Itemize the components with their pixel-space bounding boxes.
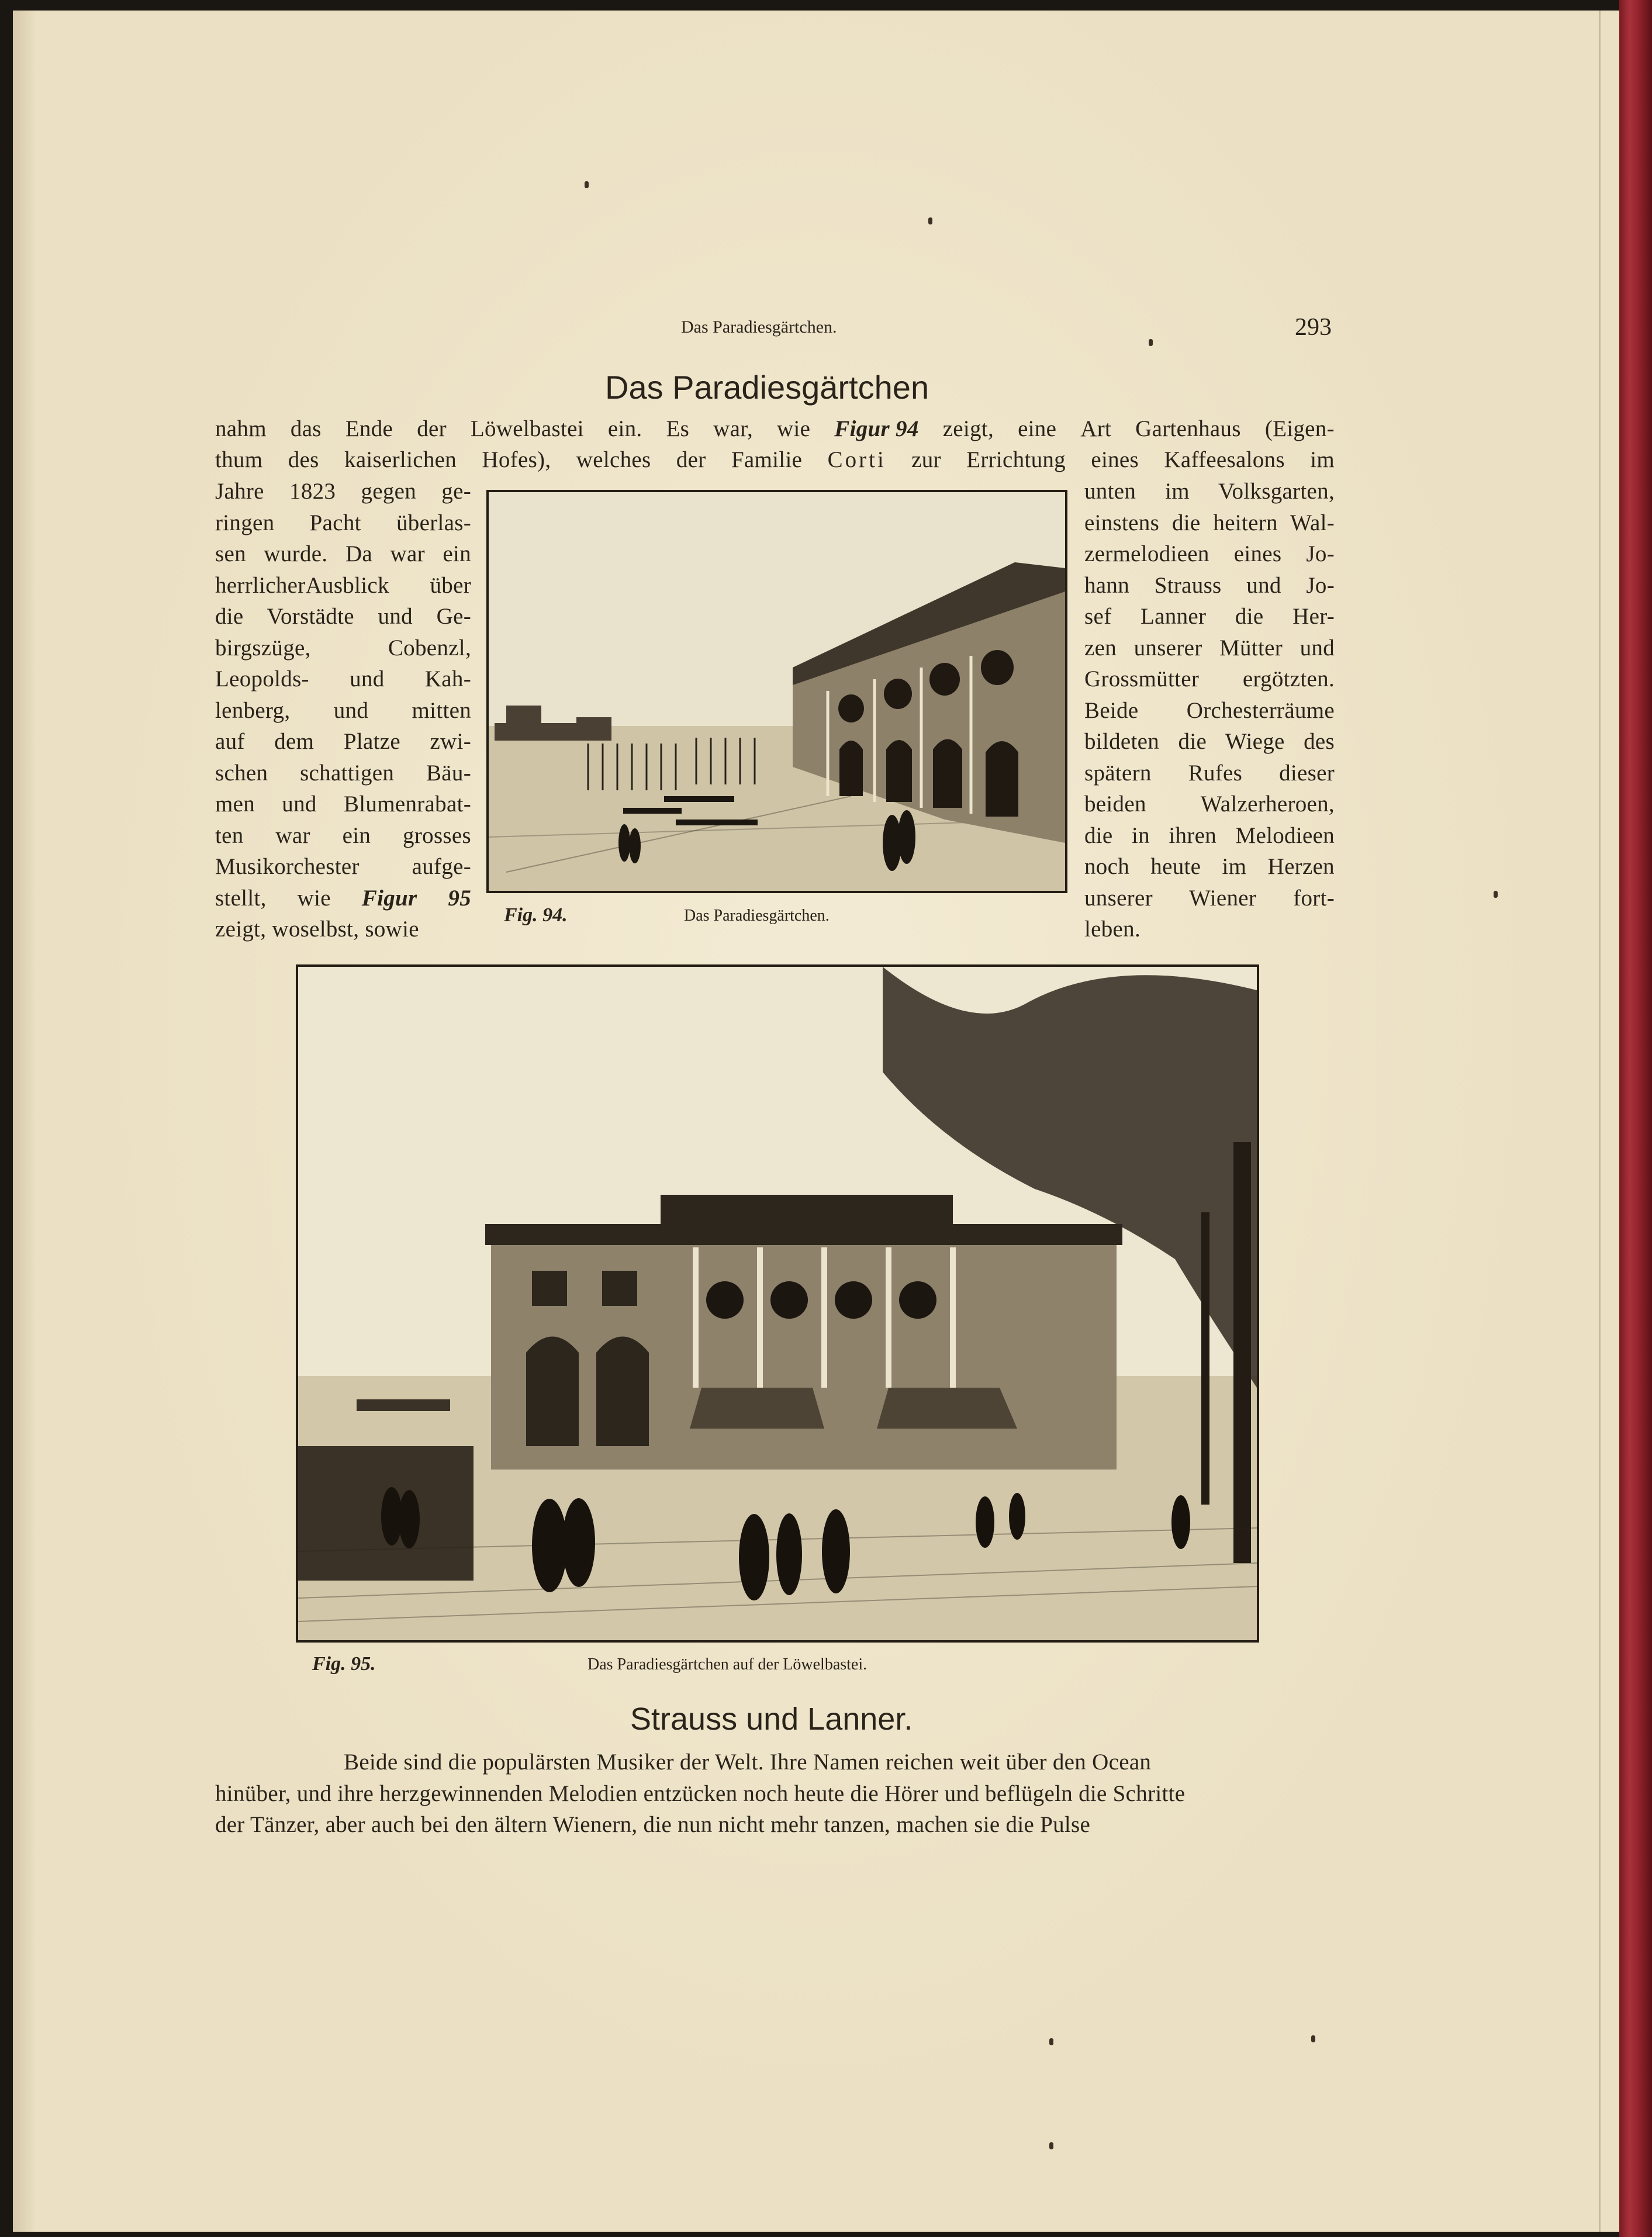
left-column-line: die Vorstädte und Ge- [215, 604, 471, 629]
full-line-1 [215, 416, 1335, 442]
paper-speck [1494, 891, 1498, 898]
figure-94-caption: Das Paradiesgärtchen. [684, 907, 830, 925]
word: Ende [345, 416, 393, 441]
red-book-binding [1619, 0, 1652, 2237]
word: Figur 94 [834, 416, 919, 441]
right-column-line: sef Lanner die Her- [1084, 604, 1335, 629]
right-column-line: die in ihren Melodieen [1084, 822, 1335, 848]
word: Corti [827, 447, 886, 472]
word: Hofes), [482, 447, 551, 472]
word: wie [777, 416, 811, 441]
left-column-line: men und Blumenrabat- [215, 791, 471, 817]
left-column-line: zeigt, woselbst, sowie [215, 917, 419, 942]
word: eine [1018, 416, 1057, 441]
word: thum [215, 447, 263, 472]
word: Gartenhaus [1135, 416, 1241, 441]
right-column-line: spätern Rufes dieser [1084, 760, 1335, 786]
paper-speck [1149, 339, 1153, 346]
word: Errichtung [966, 447, 1066, 472]
figure-95-label: Fig. 95. [312, 1653, 376, 1675]
word: Familie [731, 447, 803, 472]
right-column-line: einstens die heitern Wal- [1084, 510, 1335, 535]
left-column-line: ten war ein grosses [215, 822, 471, 848]
right-column-line: leben. [1084, 917, 1141, 942]
figure-94-engraving [486, 490, 1067, 893]
section-title: Strauss und Lanner. [630, 1702, 913, 1737]
figure-95-illustration [298, 967, 1257, 1640]
left-column-line: auf dem Platze zwi- [215, 729, 471, 754]
body-line-3: der Tänzer, aber auch bei den ältern Wienern, die nun nicht mehr tanzen, machen sie die Pulse [215, 1812, 1091, 1837]
page-number: 293 [1295, 314, 1332, 341]
right-column-line: bildeten die Wiege des [1084, 729, 1335, 754]
word: das [290, 416, 322, 441]
word: welches [576, 447, 651, 472]
left-column-line: Leopolds- und Kah- [215, 666, 471, 692]
left-column-line: birgszüge, Cobenzl, [215, 635, 471, 661]
word: Art [1080, 416, 1112, 441]
figure-94-label: Fig. 94. [504, 904, 568, 926]
word: nahm [215, 416, 267, 441]
right-column-line: zen unserer Mütter und [1084, 635, 1335, 661]
word: (Eigen- [1264, 416, 1335, 441]
left-column-line: schen schattigen Bäu- [215, 760, 471, 786]
right-column-line: Beide Orchesterräume [1084, 697, 1335, 723]
right-column-line: unten im Volksgarten, [1084, 479, 1335, 504]
word: Es [666, 416, 690, 441]
left-column-line: lenberg, und mitten [215, 697, 471, 723]
paper-speck [1049, 2142, 1053, 2149]
word: der [676, 447, 706, 472]
left-column-line: Jahre 1823 gegen ge- [215, 479, 471, 504]
left-column-line: stellt, wie Figur 95 [215, 885, 471, 911]
full-line-2 [215, 447, 1335, 473]
paper-speck [1049, 2038, 1053, 2045]
word: des [288, 447, 319, 472]
word: kaiserlichen [344, 447, 457, 472]
left-column-line: ringen Pacht überlas- [215, 510, 471, 535]
word: der [417, 416, 447, 441]
word: im [1310, 447, 1335, 472]
word: eines [1091, 447, 1139, 472]
right-column-line: zermelodieen eines Jo- [1084, 541, 1335, 566]
word: zur [911, 447, 941, 472]
right-column-line: unserer Wiener fort- [1084, 885, 1335, 911]
body-line-2: hinüber, und ihre herzgewinnenden Melodien entzücken noch heute die Hörer und beflügeln die Schritte [215, 1781, 1186, 1806]
right-column-line: Grossmütter ergötzten. [1084, 666, 1335, 692]
right-column-line: noch heute im Herzen [1084, 854, 1335, 879]
figure-95-caption: Das Paradiesgärtchen auf der Löwelbastei. [587, 1655, 868, 1674]
figure-94-illustration [489, 492, 1065, 891]
figure-95-engraving [296, 964, 1259, 1643]
paper-speck [928, 217, 932, 224]
left-column-line: herrlicherAusblick über [215, 572, 471, 598]
paper-speck [1311, 2035, 1315, 2042]
word: ein. [607, 416, 642, 441]
right-column-line: hann Strauss und Jo- [1084, 572, 1335, 598]
body-line-1: Beide sind die populärsten Musiker der Welt. Ihre Namen reichen weit über den Ocean [344, 1750, 1152, 1775]
left-column-line: sen wurde. Da war ein [215, 541, 471, 566]
right-column-line: beiden Walzerheroen, [1084, 791, 1335, 817]
word: Löwelbastei [470, 416, 584, 441]
paper-speck [585, 181, 589, 188]
word: zeigt, [942, 416, 994, 441]
left-column-line: Musikorchester aufge- [215, 854, 471, 879]
word: war, [713, 416, 753, 441]
figure-reference: Figur 95 [361, 885, 471, 911]
page-title: Das Paradiesgärtchen [605, 369, 929, 406]
page-edge [1599, 11, 1601, 2232]
word: Kaffeesalons [1164, 447, 1285, 472]
running-head: Das Paradiesgärtchen. [681, 317, 837, 337]
